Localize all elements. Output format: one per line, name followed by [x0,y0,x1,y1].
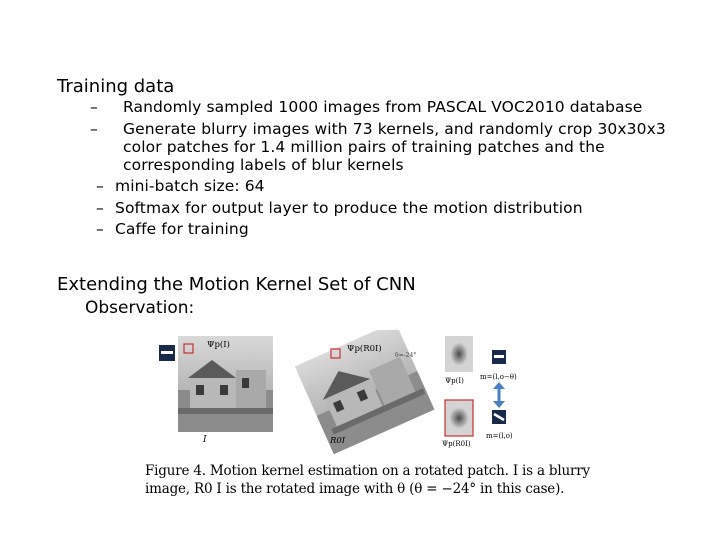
label-I: I [203,435,207,445]
kernel-icon-left [159,345,175,361]
patch-top [445,336,473,372]
training-item-3: mini-batch size: 64 [115,177,265,195]
label-psi-p-I: Ψp(I) [207,340,230,350]
training-item-1: Randomly sampled 1000 images from PASCAL VOC2010 database [123,98,643,116]
patch-bottom [445,400,473,436]
kernel-icon-top [492,350,506,364]
training-item-2-cont: color patches for 1.4 million pairs of training patches and the [123,138,605,156]
label-psi-p-R0I-right: Ψp(R0I) [442,440,471,448]
bullet-dash: – [90,120,98,138]
training-heading: Training data [57,76,175,97]
training-item-4: Softmax for output layer to produce the motion distribution [115,199,583,217]
observation-label: Observation: [85,298,195,318]
extending-heading: Extending the Motion Kernel Set of CNN [57,274,416,295]
bullet-dash: – [90,98,98,116]
figure-caption-line-1: Figure 4. Motion kernel estimation on a rotated patch. I is a blurry [145,463,590,479]
label-theta: θ=-24° [395,352,417,359]
blurry-image-I [178,336,273,432]
label-m1: m=(l,o−θ) [480,373,517,381]
double-arrow-icon [493,382,505,408]
label-psi-p-R0I: Ψp(R0I) [347,344,382,354]
training-item-2: Generate blurry images with 73 kernels, and randomly crop 30x30x3 [123,120,666,138]
bullet-dash: – [96,220,104,238]
figure-caption-line-2: image, R0 I is the rotated image with θ (θ = −24° in this case). [145,481,565,497]
bullet-dash: – [96,199,104,217]
bullet-dash: – [96,177,104,195]
label-psi-p-I-right: Ψp(I) [445,377,464,385]
label-R0I: R0I [330,436,346,446]
kernel-icon-bottom [492,410,506,424]
motion-kernel-figure [150,330,550,462]
training-item-5: Caffe for training [115,220,249,238]
training-item-2-cont2: corresponding labels of blur kernels [123,156,404,174]
label-m2: m=(l,o) [486,432,513,440]
